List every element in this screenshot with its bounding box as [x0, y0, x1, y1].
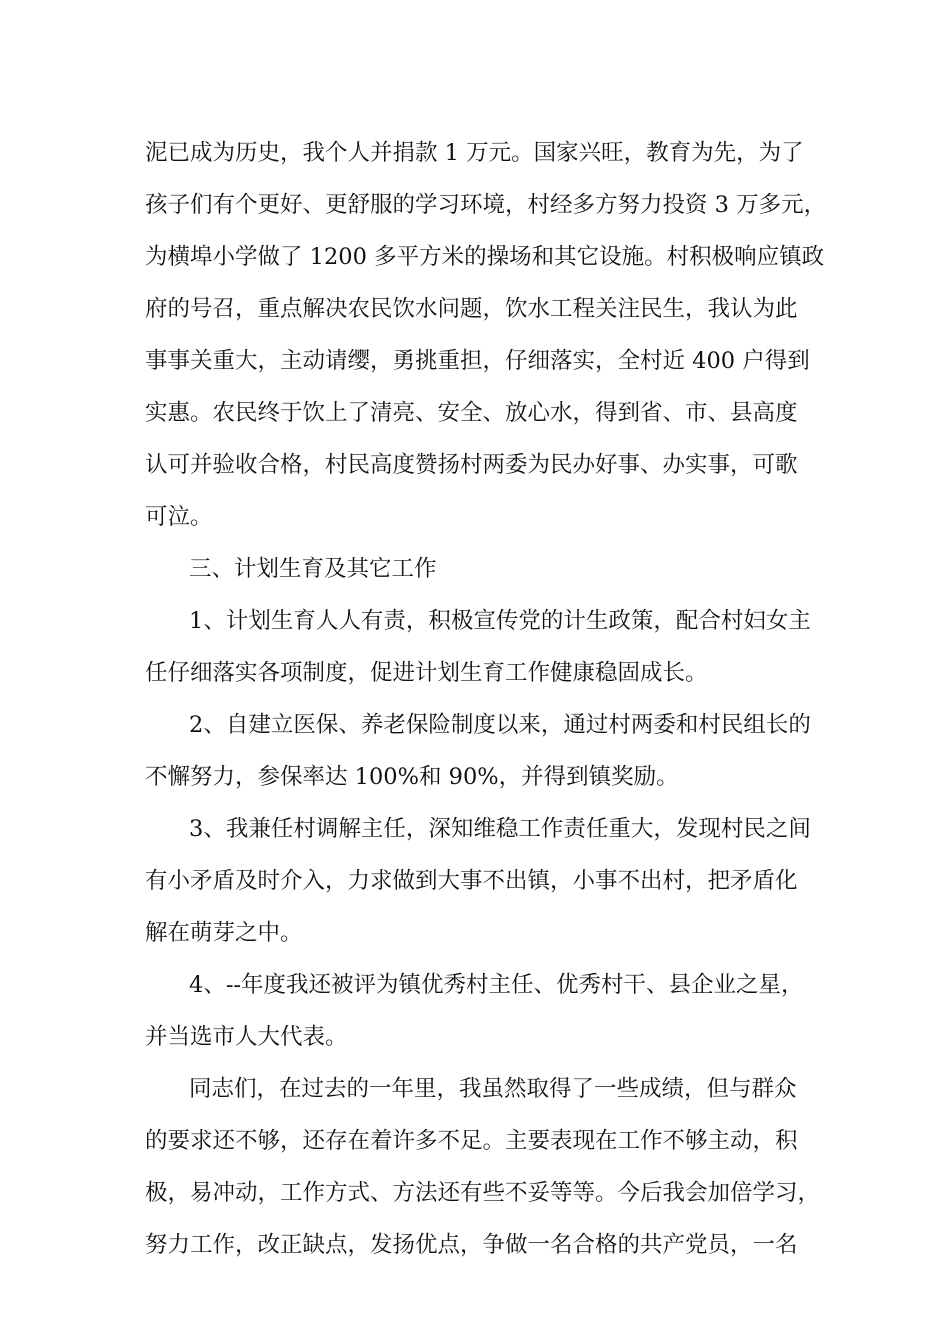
text-line: 并当选市人大代表。	[145, 1024, 348, 1050]
text-line: 极，易冲动，工作方式、方法还有些不妥等等。今后我会加倍学习，	[145, 1180, 821, 1206]
section-heading: 三、计划生育及其它工作	[189, 556, 437, 582]
text-line: 不懈努力，参保率达 100%和 90%，并得到镇奖励。	[145, 764, 679, 790]
text-line: 可泣。	[145, 504, 213, 530]
text-line: 3、我兼任村调解主任，深知维稳工作责任重大，发现村民之间	[189, 816, 811, 842]
text-line: 2、自建立医保、养老保险制度以来，通过村两委和村民组长的	[189, 712, 811, 738]
document-body	[145, 127, 825, 1271]
text-line: 任仔细落实各项制度，促进计划生育工作健康稳固成长。	[145, 660, 708, 686]
text-line: 同志们，在过去的一年里，我虽然取得了一些成绩，但与群众	[189, 1076, 797, 1102]
text-line: 1、计划生育人人有责，积极宣传党的计生政策，配合村妇女主	[189, 608, 811, 634]
text-line: 孩子们有个更好、更舒服的学习环境，村经多方努力投资 3 万多元，	[145, 192, 827, 218]
text-line: 府的号召，重点解决农民饮水问题，饮水工程关注民生，我认为此	[145, 296, 798, 322]
text-line: 泥已成为历史，我个人并捐款 1 万元。国家兴旺，教育为先，为了	[145, 140, 804, 166]
text-line: 认可并验收合格，村民高度赞扬村两委为民办好事、办实事，可歌	[145, 452, 798, 478]
text-line: 有小矛盾及时介入，力求做到大事不出镇，小事不出村，把矛盾化	[145, 868, 798, 894]
text-line: 事事关重大，主动请缨，勇挑重担，仔细落实，全村近 400 户得到	[145, 348, 810, 374]
text-line: 解在萌芽之中。	[145, 920, 303, 946]
text-line: 的要求还不够，还存在着许多不足。主要表现在工作不够主动，积	[145, 1128, 798, 1154]
text-line: 4、--年度我还被评为镇优秀村主任、优秀村干、县企业之星，	[189, 972, 804, 998]
text-line: 为横埠小学做了 1200 多平方米的操场和其它设施。村积极响应镇政	[145, 244, 825, 270]
text-line: 实惠。农民终于饮上了清亮、安全、放心水，得到省、市、县高度	[145, 400, 798, 426]
text-line: 努力工作，改正缺点，发扬优点，争做一名合格的共产党员，一名	[145, 1232, 798, 1258]
